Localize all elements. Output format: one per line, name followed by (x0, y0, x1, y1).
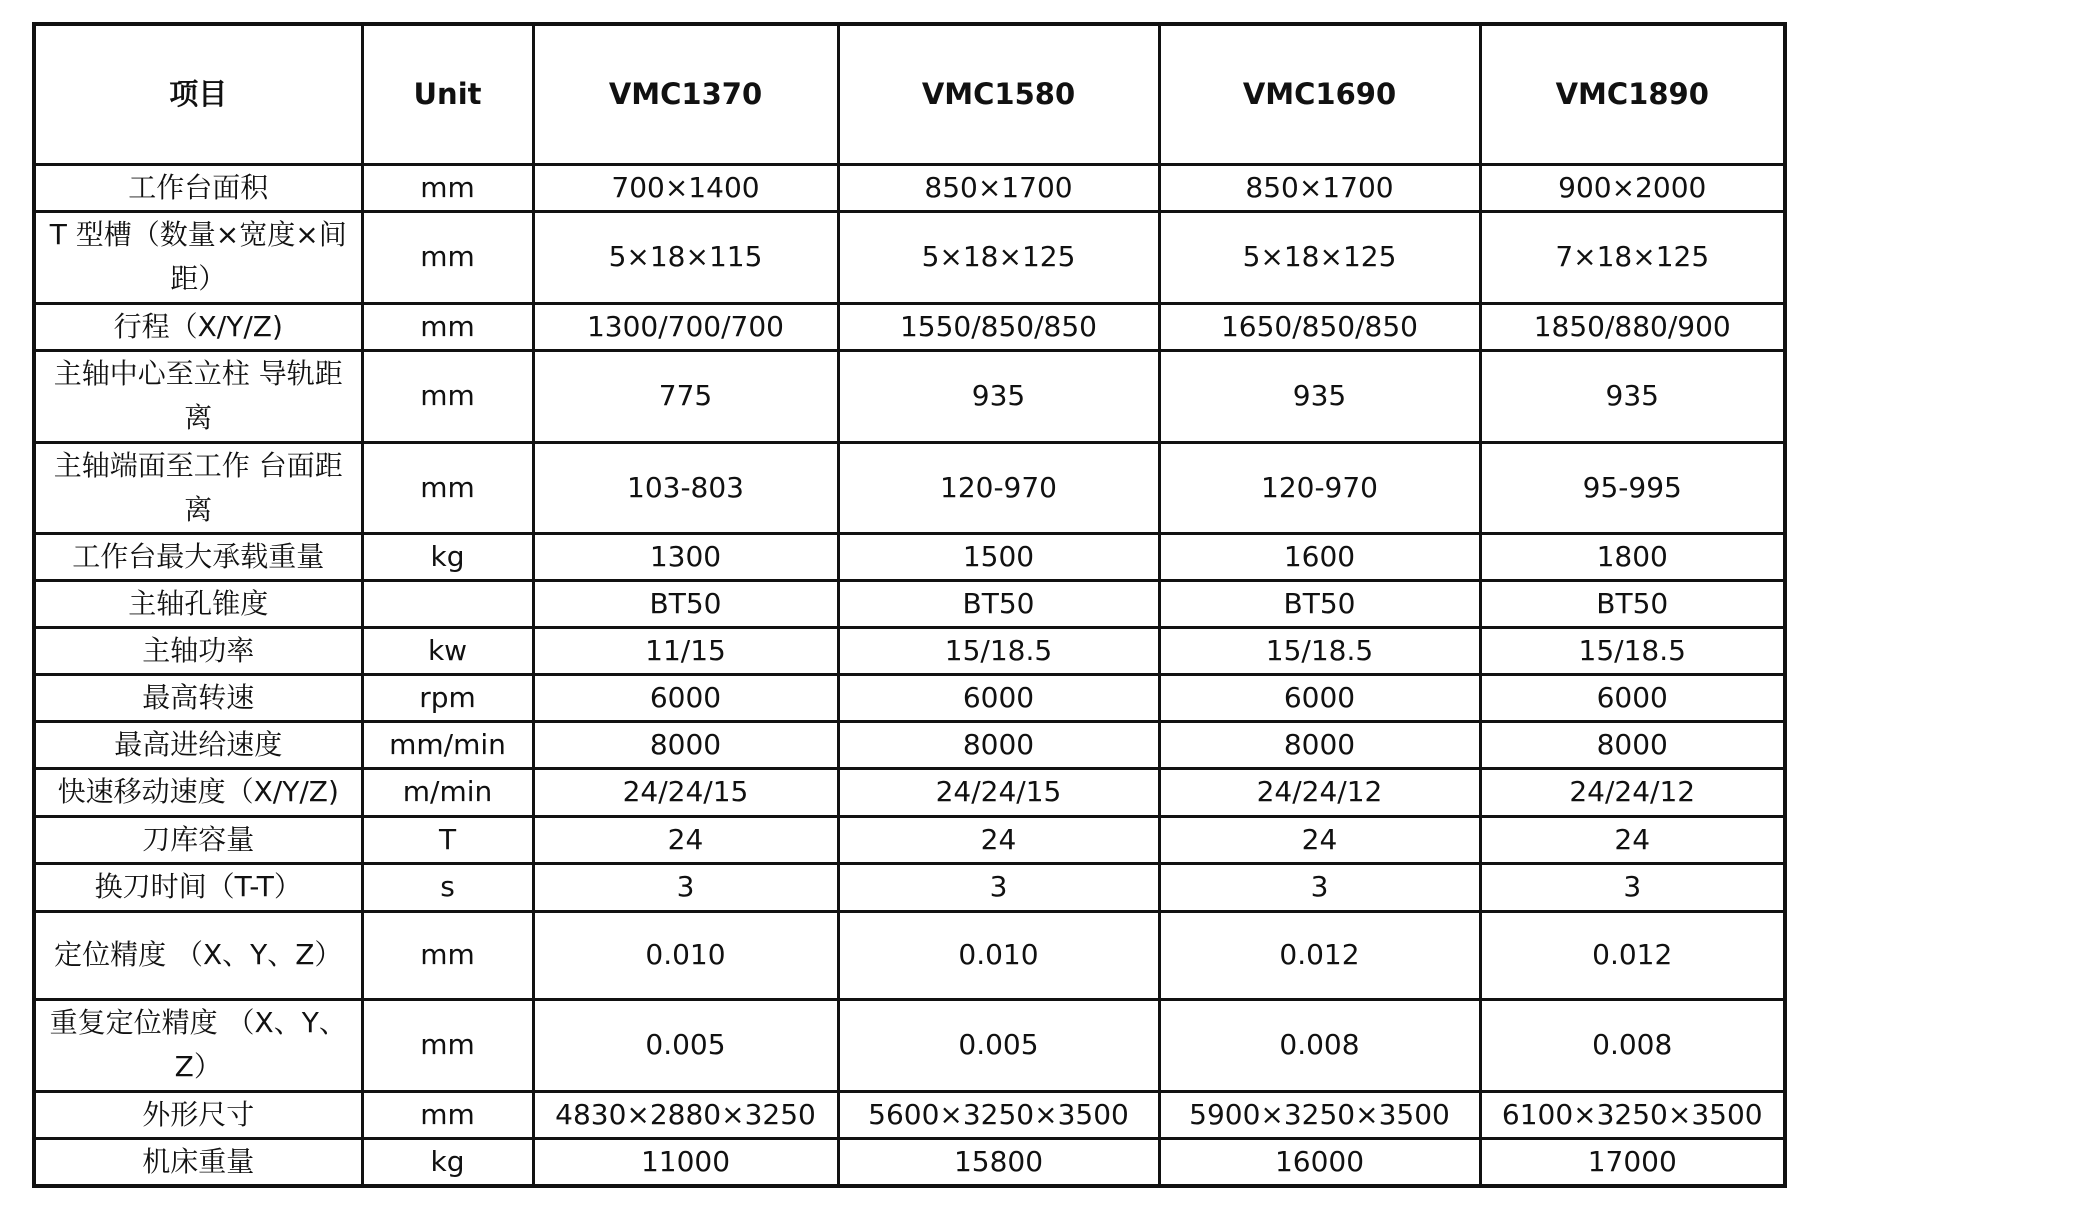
cell-vmc1370: 0.010 (533, 911, 838, 999)
cell-vmc1370: BT50 (533, 580, 838, 627)
header-vmc1690: VMC1690 (1159, 24, 1480, 164)
cell-vmc1580: 24/24/15 (838, 768, 1159, 816)
cell-vmc1580: 0.010 (838, 911, 1159, 999)
row-item-label: 外形尺寸 (34, 1091, 362, 1138)
cell-vmc1890: 17000 (1480, 1138, 1785, 1186)
cell-vmc1580: 935 (838, 350, 1159, 442)
cell-vmc1580: 6000 (838, 674, 1159, 721)
cell-vmc1370: 11000 (533, 1138, 838, 1186)
table-row (34, 1091, 1785, 1138)
cell-vmc1890: 1800 (1480, 533, 1785, 580)
cell-vmc1690: 24 (1159, 816, 1480, 863)
cell-vmc1690: 1600 (1159, 533, 1480, 580)
cell-vmc1370: 3 (533, 863, 838, 911)
cell-vmc1370: 103-803 (533, 442, 838, 533)
cell-vmc1370: 1300 (533, 533, 838, 580)
cell-vmc1580: 0.005 (838, 999, 1159, 1091)
row-item-label: 最高转速 (34, 674, 362, 721)
table-row (34, 442, 1785, 533)
cell-vmc1580: 120-970 (838, 442, 1159, 533)
table-row (34, 303, 1785, 350)
table-row (34, 1138, 1785, 1186)
row-unit: mm (362, 211, 533, 303)
row-unit: mm (362, 911, 533, 999)
cell-vmc1370: 1300/700/700 (533, 303, 838, 350)
cell-vmc1890: 24 (1480, 816, 1785, 863)
cell-vmc1580: 15/18.5 (838, 627, 1159, 674)
cell-vmc1690: BT50 (1159, 580, 1480, 627)
row-unit: T (362, 816, 533, 863)
row-unit: kg (362, 1138, 533, 1186)
cell-vmc1690: 3 (1159, 863, 1480, 911)
cell-vmc1890: 24/24/12 (1480, 768, 1785, 816)
cell-vmc1580: BT50 (838, 580, 1159, 627)
table-header (34, 24, 1785, 164)
header-vmc1890: VMC1890 (1480, 24, 1785, 164)
row-item-label: 换刀时间（T-T） (34, 863, 362, 911)
cell-vmc1690: 5×18×125 (1159, 211, 1480, 303)
table-row (34, 999, 1785, 1091)
table-row (34, 533, 1785, 580)
row-unit: mm/min (362, 721, 533, 768)
cell-vmc1370: 11/15 (533, 627, 838, 674)
row-unit (362, 580, 533, 627)
table-row (34, 580, 1785, 627)
cell-vmc1690: 0.008 (1159, 999, 1480, 1091)
cell-vmc1690: 5900×3250×3500 (1159, 1091, 1480, 1138)
row-unit: mm (362, 999, 533, 1091)
header-vmc1580: VMC1580 (838, 24, 1159, 164)
row-unit: mm (362, 442, 533, 533)
row-item-label: 主轴中心至立柱 导轨距离 (34, 350, 362, 442)
row-unit: mm (362, 164, 533, 211)
table-row (34, 211, 1785, 303)
cell-vmc1580: 1550/850/850 (838, 303, 1159, 350)
cell-vmc1690: 850×1700 (1159, 164, 1480, 211)
table-row (34, 164, 1785, 211)
cell-vmc1690: 16000 (1159, 1138, 1480, 1186)
row-item-label: 定位精度 （X、Y、Z） (34, 911, 362, 999)
row-item-label: 主轴孔锥度 (34, 580, 362, 627)
cell-vmc1370: 5×18×115 (533, 211, 838, 303)
row-unit: mm (362, 350, 533, 442)
cell-vmc1580: 15800 (838, 1138, 1159, 1186)
row-unit: mm (362, 303, 533, 350)
row-item-label: 最高进给速度 (34, 721, 362, 768)
cell-vmc1890: 900×2000 (1480, 164, 1785, 211)
cell-vmc1890: 935 (1480, 350, 1785, 442)
row-item-label: 重复定位精度 （X、Y、Z） (34, 999, 362, 1091)
cell-vmc1890: 7×18×125 (1480, 211, 1785, 303)
table-row (34, 911, 1785, 999)
cell-vmc1580: 8000 (838, 721, 1159, 768)
cell-vmc1580: 5600×3250×3500 (838, 1091, 1159, 1138)
cell-vmc1690: 15/18.5 (1159, 627, 1480, 674)
cell-vmc1890: 6000 (1480, 674, 1785, 721)
cell-vmc1890: 0.012 (1480, 911, 1785, 999)
cell-vmc1690: 0.012 (1159, 911, 1480, 999)
table-row (34, 768, 1785, 816)
row-item-label: 工作台面积 (34, 164, 362, 211)
row-unit: kw (362, 627, 533, 674)
cell-vmc1890: BT50 (1480, 580, 1785, 627)
cell-vmc1890: 0.008 (1480, 999, 1785, 1091)
row-unit: s (362, 863, 533, 911)
cell-vmc1890: 6100×3250×3500 (1480, 1091, 1785, 1138)
header-row (34, 24, 1785, 164)
cell-vmc1370: 775 (533, 350, 838, 442)
table-body (34, 164, 1785, 1186)
row-unit: kg (362, 533, 533, 580)
spec-table (32, 22, 1787, 1188)
cell-vmc1890: 15/18.5 (1480, 627, 1785, 674)
cell-vmc1370: 6000 (533, 674, 838, 721)
cell-vmc1370: 4830×2880×3250 (533, 1091, 838, 1138)
cell-vmc1890: 1850/880/900 (1480, 303, 1785, 350)
table-row (34, 350, 1785, 442)
row-item-label: 行程（X/Y/Z) (34, 303, 362, 350)
cell-vmc1580: 1500 (838, 533, 1159, 580)
row-item-label: T 型槽（数量×宽度×间距） (34, 211, 362, 303)
cell-vmc1370: 0.005 (533, 999, 838, 1091)
cell-vmc1370: 24/24/15 (533, 768, 838, 816)
header-vmc1370: VMC1370 (533, 24, 838, 164)
cell-vmc1890: 95-995 (1480, 442, 1785, 533)
cell-vmc1580: 3 (838, 863, 1159, 911)
cell-vmc1370: 8000 (533, 721, 838, 768)
cell-vmc1690: 24/24/12 (1159, 768, 1480, 816)
row-unit: mm (362, 1091, 533, 1138)
row-unit: m/min (362, 768, 533, 816)
cell-vmc1890: 3 (1480, 863, 1785, 911)
row-item-label: 主轴功率 (34, 627, 362, 674)
header-unit: Unit (362, 24, 533, 164)
cell-vmc1580: 24 (838, 816, 1159, 863)
cell-vmc1690: 8000 (1159, 721, 1480, 768)
cell-vmc1580: 850×1700 (838, 164, 1159, 211)
table-row (34, 863, 1785, 911)
cell-vmc1690: 935 (1159, 350, 1480, 442)
cell-vmc1890: 8000 (1480, 721, 1785, 768)
cell-vmc1370: 24 (533, 816, 838, 863)
cell-vmc1580: 5×18×125 (838, 211, 1159, 303)
table-row (34, 627, 1785, 674)
table-row (34, 674, 1785, 721)
row-item-label: 快速移动速度（X/Y/Z) (34, 768, 362, 816)
cell-vmc1690: 120-970 (1159, 442, 1480, 533)
table-row (34, 816, 1785, 863)
row-item-label: 工作台最大承载重量 (34, 533, 362, 580)
row-item-label: 刀库容量 (34, 816, 362, 863)
row-item-label: 主轴端面至工作 台面距离 (34, 442, 362, 533)
row-unit: rpm (362, 674, 533, 721)
row-item-label: 机床重量 (34, 1138, 362, 1186)
table-row (34, 721, 1785, 768)
header-item: 项目 (34, 24, 362, 164)
cell-vmc1690: 6000 (1159, 674, 1480, 721)
cell-vmc1690: 1650/850/850 (1159, 303, 1480, 350)
cell-vmc1370: 700×1400 (533, 164, 838, 211)
